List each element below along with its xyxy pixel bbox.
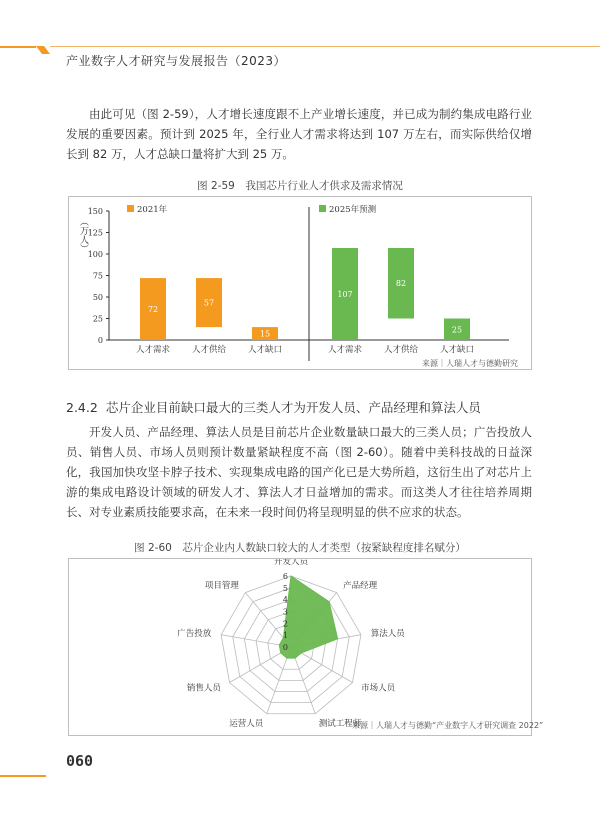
y-tick-label: 0 bbox=[97, 336, 103, 345]
y-tick-label: 150 bbox=[87, 207, 103, 216]
radar-category-label: 运营人员 bbox=[229, 719, 264, 730]
x-tick-label: 人才供给 bbox=[383, 345, 419, 355]
radar-tick-label: 3 bbox=[282, 607, 288, 617]
x-tick-label: 人才缺口 bbox=[247, 345, 283, 355]
section-number: 2.4.2 bbox=[66, 400, 98, 415]
page-number: 060 bbox=[66, 752, 94, 770]
section-heading bbox=[66, 398, 481, 416]
y-tick-label: 75 bbox=[92, 271, 103, 281]
figure-59-caption: 图 2-59 我国芯片行业人才供求及需求情况 bbox=[197, 180, 403, 192]
x-tick-label: 人才需求 bbox=[327, 345, 363, 355]
bar-value-label: 107 bbox=[337, 289, 353, 299]
radar-tick-label: 6 bbox=[282, 572, 288, 581]
figure-60-caption: 图 2-60 芯片企业内人数缺口较大的人才类型（按紧缺程度排名赋分） bbox=[134, 542, 466, 554]
figure-60-chart bbox=[68, 558, 532, 736]
talent-shortage-radar-chart bbox=[69, 559, 531, 735]
paragraph-1: 由此可见（图 2-59），人才增长速度跟不上产业增长速度，并已成为制约集成电路行业发展的重要因素。预计到 2025 年，全行业人才需求将达到 107 万左右，而实际供给仅增长到 82 万，人才总缺口量将扩大到 25 万。 bbox=[66, 107, 532, 161]
y-tick-label: 50 bbox=[92, 293, 103, 302]
radar-tick-label: 1 bbox=[282, 631, 288, 641]
running-header: 产业数字人才研究与发展报告（2023） bbox=[66, 54, 287, 68]
figure-60-source: 来源｜人瑞人才与德勤“产业数字人才研究调查 2022” bbox=[352, 721, 544, 730]
legend-swatch bbox=[319, 205, 326, 212]
y-axis-label: （万人） bbox=[78, 217, 88, 253]
radar-category-label: 市场人员 bbox=[361, 683, 396, 694]
radar-category-label: 广告投放 bbox=[177, 628, 212, 639]
bar-value-label: 82 bbox=[395, 279, 407, 289]
radar-category-label: 测试工程师 bbox=[318, 719, 362, 730]
radar-category-label: 算法人员 bbox=[370, 628, 405, 639]
supply-demand-bar-chart bbox=[69, 197, 531, 369]
y-tick-label: 25 bbox=[92, 314, 103, 324]
radar-series-area bbox=[279, 576, 337, 658]
radar-category-label: 项目管理 bbox=[204, 580, 239, 591]
bar-value-label: 25 bbox=[451, 325, 463, 335]
footer-accent bbox=[0, 775, 46, 777]
header-rule bbox=[0, 46, 600, 48]
figure-59-source: 来源｜人瑞人才与德勤研究 bbox=[422, 359, 518, 368]
figure-59-chart bbox=[68, 196, 532, 370]
header-accent-icon bbox=[36, 40, 50, 54]
bar-value-label: 57 bbox=[203, 298, 215, 308]
legend-label: 2021年 bbox=[137, 205, 168, 215]
section-title: 芯片企业目前缺口最大的三类人才为开发人员、产品经理和算法人员 bbox=[105, 400, 481, 415]
radar-tick-label: 0 bbox=[282, 643, 288, 652]
bar-value-label: 15 bbox=[259, 329, 271, 339]
radar-tick-label: 5 bbox=[282, 583, 288, 593]
radar-category-label: 产品经理 bbox=[343, 580, 378, 591]
y-tick-label: 125 bbox=[87, 228, 103, 238]
x-tick-label: 人才缺口 bbox=[439, 345, 475, 355]
paragraph-2: 开发人员、产品经理、算法人员是目前芯片企业数量缺口最大的三类人员；广告投放人员、销售人员、市场人员则预计数量紧缺程度不高（图 2-60）。随着中美科技战的日益深化，我国加快攻坚卡脖子技术、实现集成电路的国产化已是大势所趋，这衍生出了对芯片上游的集成电路设计领域的研发人才、算法人才日益增加的需求。而这类人才往往培养周期长、对专业素质技能要求高，在未来一段时间仍将呈现明显的供不应求的状态。 bbox=[66, 425, 532, 519]
radar-tick-label: 4 bbox=[282, 595, 288, 605]
legend-label: 2025年预测 bbox=[329, 205, 377, 215]
y-tick-label: 100 bbox=[87, 250, 103, 259]
x-tick-label: 人才需求 bbox=[135, 345, 171, 355]
radar-category-label: 开发人员 bbox=[273, 559, 309, 567]
radar-category-label: 销售人员 bbox=[186, 683, 221, 694]
legend-swatch bbox=[127, 205, 134, 212]
radar-tick-label: 2 bbox=[282, 619, 288, 629]
x-tick-label: 人才供给 bbox=[191, 345, 227, 355]
bar-value-label: 72 bbox=[147, 305, 159, 315]
